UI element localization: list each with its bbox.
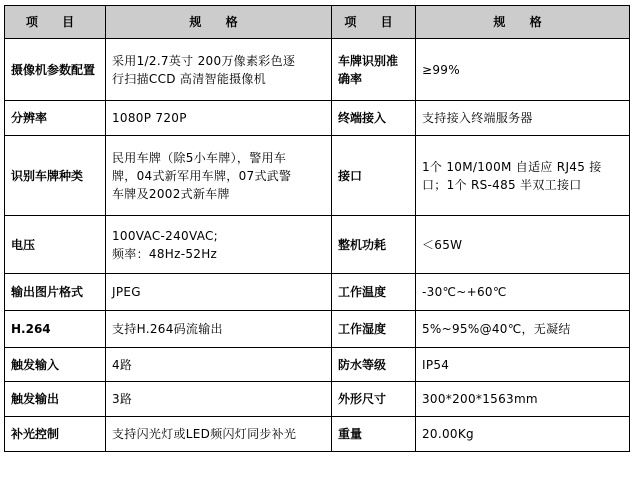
param-label: H.264	[5, 311, 106, 348]
value-line: 车牌及2002式新车牌	[112, 186, 230, 201]
param-value	[106, 348, 332, 382]
value-line: 100VAC-240VAC;	[112, 228, 219, 243]
value-line: 支持闪光灯或LED频闪灯同步补光	[112, 427, 297, 441]
param-value	[106, 417, 332, 452]
param-value	[416, 39, 630, 101]
value-line: 民用车牌（除5小车牌），警用车	[112, 150, 287, 165]
param-value	[106, 101, 332, 136]
spec-table-container	[4, 5, 630, 452]
value-line: 4路	[112, 357, 133, 372]
table-body	[5, 39, 630, 452]
table-row	[5, 216, 630, 274]
header-item-left: 项 目	[5, 6, 106, 39]
param-label: 外形尺寸	[332, 382, 416, 417]
table-row	[5, 417, 630, 452]
value-line: 频率：48Hz-52Hz	[112, 246, 218, 261]
spec-table	[4, 5, 630, 452]
param-label: 整机功耗	[332, 216, 416, 274]
value-line: 支持接入终端服务器	[422, 111, 533, 125]
table-row	[5, 39, 630, 101]
param-value	[106, 382, 332, 417]
value-line: 口；1个 RS-485 半双工接口	[422, 177, 582, 192]
value-line: 20.00Kg	[422, 427, 474, 441]
value-line: 5%~95%@40℃，无凝结	[422, 322, 571, 336]
value-line: 300*200*1563mm	[422, 392, 538, 406]
header-spec-left: 规 格	[106, 6, 332, 39]
param-value	[416, 274, 630, 311]
table-row	[5, 311, 630, 348]
value-line: JPEG	[112, 285, 141, 299]
param-value	[416, 136, 630, 216]
table-row	[5, 274, 630, 311]
value-line: 3路	[112, 392, 133, 406]
param-value	[416, 216, 630, 274]
header-row	[5, 6, 630, 39]
param-value	[416, 382, 630, 417]
param-label: 重量	[332, 417, 416, 452]
param-label: 分辨率	[5, 101, 106, 136]
header-spec-right: 规 格	[416, 6, 630, 39]
header-item-right: 项 目	[332, 6, 416, 39]
table-row	[5, 136, 630, 216]
param-label: 触发输出	[5, 382, 106, 417]
param-label: 工作温度	[332, 274, 416, 311]
param-label: 终端接入	[332, 101, 416, 136]
param-label: 车牌识别准确率	[332, 39, 416, 101]
value-line: 采用1/2.7英寸 200万像素彩色逐	[112, 53, 296, 68]
param-label: 触发输入	[5, 348, 106, 382]
param-value	[106, 311, 332, 348]
value-line: IP54	[422, 357, 450, 372]
value-line: 行扫描CCD 高清智能摄像机	[112, 71, 267, 86]
param-value	[416, 101, 630, 136]
param-label: 工作湿度	[332, 311, 416, 348]
param-value	[416, 417, 630, 452]
value-line: -30℃~+60℃	[422, 285, 507, 299]
param-value	[416, 348, 630, 382]
value-line: 牌，04式新军用车牌，07式武警	[112, 168, 292, 183]
param-value	[106, 136, 332, 216]
param-value	[416, 311, 630, 348]
param-label: 接口	[332, 136, 416, 216]
value-line: 1个 10M/100M 自适应 RJ45 接	[422, 159, 602, 174]
table-row	[5, 101, 630, 136]
table-row	[5, 382, 630, 417]
param-label: 摄像机参数配置	[5, 39, 106, 101]
table-row	[5, 348, 630, 382]
value-line: ＜65W	[422, 237, 463, 252]
param-label: 电压	[5, 216, 106, 274]
param-value	[106, 274, 332, 311]
value-line: ≥99%	[422, 62, 460, 77]
value-line: 1080P 720P	[112, 111, 187, 125]
param-value	[106, 216, 332, 274]
param-value	[106, 39, 332, 101]
param-label: 识别车牌种类	[5, 136, 106, 216]
param-label: 输出图片格式	[5, 274, 106, 311]
param-label: 防水等级	[332, 348, 416, 382]
value-line: 支持H.264码流输出	[112, 322, 223, 336]
param-label: 补光控制	[5, 417, 106, 452]
